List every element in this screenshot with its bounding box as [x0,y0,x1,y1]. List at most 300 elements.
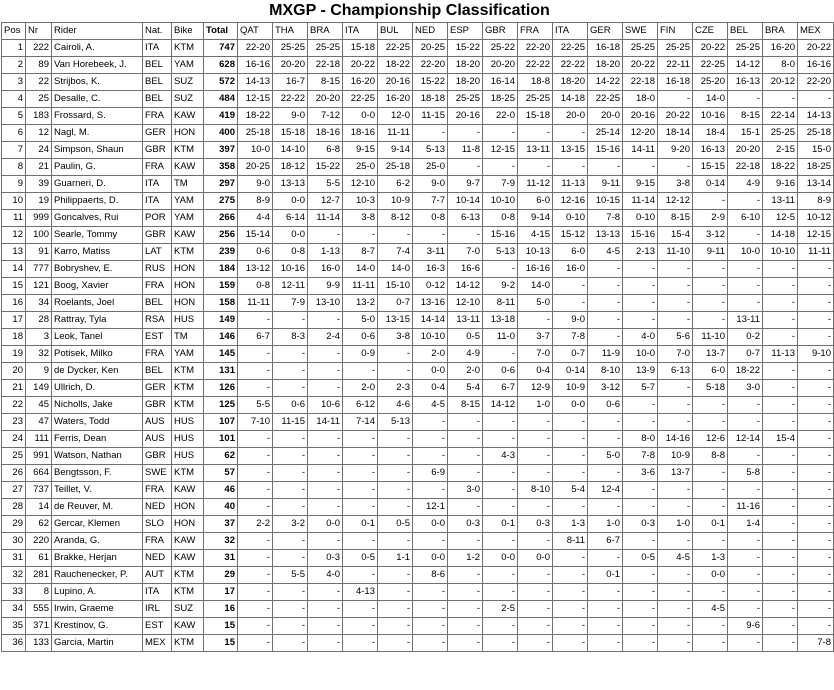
race-result-cell: 1-4 [728,516,763,533]
race-result-cell: - [448,465,483,482]
race-result-cell: 16-16 [798,57,834,74]
race-result-cell: 2-15 [763,142,798,159]
nr-cell: 19 [26,193,52,210]
race-result-cell: 16-18 [588,40,623,57]
table-row [2,210,834,227]
race-result-cell: 7-8 [623,448,658,465]
race-result-cell: - [378,227,413,244]
nat-cell: EST [143,329,172,346]
nr-cell: 183 [26,108,52,125]
race-result-cell: - [308,312,343,329]
race-result-cell: 16-6 [448,261,483,278]
race-result-cell: 5-4 [448,380,483,397]
bike-cell: YAM [172,193,204,210]
table-row [2,278,834,295]
race-result-cell: 20-22 [343,57,378,74]
race-result-cell: - [588,312,623,329]
race-result-cell: 22-18 [728,159,763,176]
race-result-cell: - [553,159,588,176]
race-result-cell: 0-1 [693,516,728,533]
race-result-cell: 7-12 [308,108,343,125]
total-cell: 184 [204,261,238,278]
nat-cell: RUS [143,261,172,278]
race-result-cell: 18-20 [553,74,588,91]
race-result-cell: 16-16 [518,261,553,278]
race-result-cell: 5-0 [588,448,623,465]
race-result-cell: 11-8 [448,142,483,159]
table-row [2,329,834,346]
total-cell: 419 [204,108,238,125]
column-header: CZE [693,23,728,40]
total-cell: 397 [204,142,238,159]
pos-cell: 31 [2,550,26,567]
race-result-cell: 20-20 [273,57,308,74]
race-result-cell: 25-25 [728,40,763,57]
race-result-cell: - [798,295,834,312]
race-result-cell: - [763,584,798,601]
race-result-cell: 5-13 [483,244,518,261]
race-result-cell: 0-2 [728,329,763,346]
race-result-cell: - [728,397,763,414]
race-result-cell: 22-11 [658,57,693,74]
total-cell: 256 [204,227,238,244]
rider-cell: Van Horebeek, J. [52,57,143,74]
bike-cell: SUZ [172,601,204,618]
race-result-cell: 18-12 [273,159,308,176]
race-result-cell: - [728,550,763,567]
race-result-cell: 14-14 [413,312,448,329]
race-result-cell: - [273,584,308,601]
race-result-cell: - [763,550,798,567]
race-result-cell: - [518,635,553,652]
race-result-cell: 8-10 [518,482,553,499]
column-header: Total [204,23,238,40]
race-result-cell: 6-2 [378,176,413,193]
race-result-cell: 0-9 [343,346,378,363]
race-result-cell: 11-11 [798,244,834,261]
column-header: ITA [343,23,378,40]
race-result-cell: 22-0 [483,108,518,125]
race-result-cell: - [798,567,834,584]
race-result-cell: - [798,550,834,567]
race-result-cell: 25-0 [343,159,378,176]
race-result-cell: - [413,584,448,601]
race-result-cell: 5-5 [308,176,343,193]
race-result-cell: - [658,584,693,601]
race-result-cell: - [658,380,693,397]
race-result-cell: 14-13 [798,108,834,125]
race-result-cell: 7-7 [413,193,448,210]
race-result-cell: - [658,278,693,295]
bike-cell: KTM [172,465,204,482]
race-result-cell: 12-10 [448,295,483,312]
race-result-cell: 14-12 [448,278,483,295]
race-result-cell: - [728,261,763,278]
column-header: BRA [308,23,343,40]
race-result-cell: - [378,448,413,465]
race-result-cell: 13-16 [413,295,448,312]
race-result-cell: - [798,312,834,329]
race-result-cell: - [658,397,693,414]
pos-cell: 36 [2,635,26,652]
race-result-cell: 0-3 [623,516,658,533]
race-result-cell: - [588,584,623,601]
total-cell: 125 [204,397,238,414]
rider-cell: Paulin, G. [52,159,143,176]
bike-cell: KTM [172,40,204,57]
race-result-cell: - [798,363,834,380]
race-result-cell: - [343,635,378,652]
race-result-cell: - [343,482,378,499]
total-cell: 131 [204,363,238,380]
nat-cell: IRL [143,601,172,618]
race-result-cell: 0-0 [308,516,343,533]
race-result-cell: - [693,482,728,499]
race-result-cell: - [238,533,273,550]
race-result-cell: - [413,618,448,635]
race-result-cell: 11-15 [273,414,308,431]
pos-cell: 21 [2,380,26,397]
race-result-cell: 13-2 [343,295,378,312]
race-result-cell: 0-8 [483,210,518,227]
nr-cell: 3 [26,329,52,346]
race-result-cell: 16-0 [308,261,343,278]
nat-cell: MEX [143,635,172,652]
nr-cell: 91 [26,244,52,261]
race-result-cell: 16-7 [273,74,308,91]
race-result-cell: 8-0 [763,57,798,74]
total-cell: 107 [204,414,238,431]
race-result-cell: - [413,601,448,618]
bike-cell: KTM [172,142,204,159]
race-result-cell: - [763,533,798,550]
race-result-cell: 25-25 [763,125,798,142]
race-result-cell: 25-25 [308,40,343,57]
race-result-cell: 22-20 [238,40,273,57]
race-result-cell: - [588,261,623,278]
race-result-cell: - [728,278,763,295]
pos-cell: 4 [2,91,26,108]
race-result-cell: - [343,448,378,465]
race-result-cell: 8-7 [343,244,378,261]
race-result-cell: 13-11 [763,193,798,210]
race-result-cell: - [273,618,308,635]
rider-cell: Waters, Todd [52,414,143,431]
race-result-cell: 0-5 [623,550,658,567]
race-result-cell: 22-22 [518,57,553,74]
pos-cell: 8 [2,159,26,176]
race-result-cell: 12-6 [693,431,728,448]
table-row [2,414,834,431]
race-result-cell: - [273,482,308,499]
race-result-cell: 13-14 [798,176,834,193]
race-result-cell: 0-5 [378,516,413,533]
bike-cell: HON [172,499,204,516]
race-result-cell: 18-22 [238,108,273,125]
nat-cell: AUS [143,431,172,448]
race-result-cell: - [693,295,728,312]
race-result-cell: 20-0 [588,108,623,125]
race-result-cell: - [553,125,588,142]
race-result-cell: - [273,465,308,482]
race-result-cell: - [518,533,553,550]
race-result-cell: 10-6 [308,397,343,414]
pos-cell: 12 [2,227,26,244]
race-result-cell: - [693,533,728,550]
race-result-cell: - [238,567,273,584]
race-result-cell: - [623,159,658,176]
rider-cell: Nagl, M. [52,125,143,142]
race-result-cell: 0-0 [693,567,728,584]
race-result-cell: 18-25 [483,91,518,108]
race-result-cell: 14-13 [238,74,273,91]
race-result-cell: 10-9 [553,380,588,397]
race-result-cell: - [518,312,553,329]
nat-cell: FRA [143,346,172,363]
total-cell: 32 [204,533,238,550]
race-result-cell: 15-18 [343,40,378,57]
race-result-cell: 20-20 [728,142,763,159]
rider-cell: Nicholls, Jake [52,397,143,414]
race-result-cell: 4-6 [378,397,413,414]
bike-cell: HUS [172,312,204,329]
race-result-cell: 11-11 [343,278,378,295]
race-result-cell: - [343,533,378,550]
table-row [2,482,834,499]
race-result-cell: 20-16 [448,108,483,125]
nr-cell: 12 [26,125,52,142]
race-result-cell: - [553,550,588,567]
nr-cell: 737 [26,482,52,499]
column-header: MEX [798,23,834,40]
pos-cell: 19 [2,346,26,363]
race-result-cell: - [448,414,483,431]
table-row [2,499,834,516]
nr-cell: 133 [26,635,52,652]
race-result-cell: - [658,159,693,176]
pos-cell: 9 [2,176,26,193]
race-result-cell: - [343,363,378,380]
race-result-cell: - [553,567,588,584]
rider-cell: Guarneri, D. [52,176,143,193]
race-result-cell: 13-9 [623,363,658,380]
race-result-cell: - [273,550,308,567]
race-result-cell: 22-22 [273,91,308,108]
race-result-cell: 10-9 [378,193,413,210]
column-header: Nat. [143,23,172,40]
pos-cell: 24 [2,431,26,448]
race-result-cell: 25-18 [238,125,273,142]
bike-cell: KTM [172,380,204,397]
nr-cell: 25 [26,91,52,108]
race-result-cell: - [763,618,798,635]
nr-cell: 149 [26,380,52,397]
race-result-cell: 22-20 [518,40,553,57]
race-result-cell: 3-2 [273,516,308,533]
race-result-cell: 15-16 [588,142,623,159]
bike-cell: TM [172,176,204,193]
column-header: GER [588,23,623,40]
race-result-cell: 25-25 [658,40,693,57]
race-result-cell: 15-15 [693,159,728,176]
race-result-cell: - [553,618,588,635]
bike-cell: HUS [172,448,204,465]
race-result-cell: 8-15 [728,108,763,125]
race-result-cell: 18-14 [658,125,693,142]
race-result-cell: 3-8 [343,210,378,227]
race-result-cell: - [343,567,378,584]
race-result-cell: 15-18 [273,125,308,142]
race-result-cell: 3-8 [378,329,413,346]
race-result-cell: 8-11 [483,295,518,312]
race-result-cell: - [763,329,798,346]
race-result-cell: - [448,567,483,584]
race-result-cell: 22-25 [378,40,413,57]
race-result-cell: 8-9 [798,193,834,210]
race-result-cell: 11-10 [693,329,728,346]
race-result-cell: - [763,499,798,516]
nr-cell: 777 [26,261,52,278]
race-result-cell: - [308,227,343,244]
total-cell: 358 [204,159,238,176]
race-result-cell: 14-0 [343,261,378,278]
race-result-cell: 0-6 [273,397,308,414]
race-result-cell: - [728,533,763,550]
race-result-cell: 16-18 [658,74,693,91]
race-result-cell: 20-12 [763,74,798,91]
race-result-cell: 7-8 [798,635,834,652]
race-result-cell: - [273,363,308,380]
race-result-cell: - [763,363,798,380]
race-result-cell: 16-20 [378,91,413,108]
race-result-cell: 10-0 [238,142,273,159]
race-result-cell: - [238,363,273,380]
race-result-cell: 0-0 [518,550,553,567]
table-row [2,91,834,108]
race-result-cell: - [798,482,834,499]
race-result-cell: 15-14 [238,227,273,244]
race-result-cell: - [763,448,798,465]
race-result-cell: 25-25 [518,91,553,108]
race-result-cell: 22-25 [588,91,623,108]
rider-cell: Garcia, Martin [52,635,143,652]
pos-cell: 10 [2,193,26,210]
race-result-cell: 4-3 [483,448,518,465]
rider-cell: Irwin, Graeme [52,601,143,618]
race-result-cell: 14-22 [588,74,623,91]
column-header: ITA [553,23,588,40]
race-result-cell: - [238,380,273,397]
race-result-cell: 11-15 [413,108,448,125]
race-result-cell: 0-7 [378,295,413,312]
pos-cell: 33 [2,584,26,601]
column-header: FIN [658,23,693,40]
race-result-cell: 0-0 [413,550,448,567]
race-result-cell: - [413,227,448,244]
race-result-cell: - [518,431,553,448]
column-header: GBR [483,23,518,40]
race-result-cell: 12-5 [763,210,798,227]
race-result-cell: - [378,346,413,363]
race-result-cell: 12-4 [588,482,623,499]
pos-cell: 22 [2,397,26,414]
race-result-cell: - [238,550,273,567]
nr-cell: 22 [26,74,52,91]
race-result-cell: 0-0 [343,108,378,125]
race-result-cell: - [518,159,553,176]
pos-cell: 17 [2,312,26,329]
total-cell: 40 [204,499,238,516]
race-result-cell: 15-4 [763,431,798,448]
race-result-cell: - [728,567,763,584]
race-result-cell: - [763,278,798,295]
race-result-cell: 4-4 [238,210,273,227]
total-cell: 266 [204,210,238,227]
bike-cell: KAW [172,550,204,567]
race-result-cell: - [623,261,658,278]
rider-cell: Teillet, V. [52,482,143,499]
race-result-cell: 0-7 [728,346,763,363]
column-header: SWE [623,23,658,40]
table-row [2,584,834,601]
race-result-cell: 25-25 [623,40,658,57]
race-result-cell: 15-4 [658,227,693,244]
pos-cell: 26 [2,465,26,482]
race-result-cell: - [588,431,623,448]
race-result-cell: 20-25 [238,159,273,176]
race-result-cell: 11-13 [763,346,798,363]
nr-cell: 62 [26,516,52,533]
race-result-cell: 11-12 [518,176,553,193]
race-result-cell: - [483,533,518,550]
table-row [2,74,834,91]
race-result-cell: - [413,533,448,550]
race-result-cell: 10-13 [518,244,553,261]
race-result-cell: - [518,601,553,618]
race-result-cell: 18-25 [798,159,834,176]
nat-cell: FRA [143,108,172,125]
race-result-cell: 12-9 [518,380,553,397]
race-result-cell: - [413,482,448,499]
nat-cell: BEL [143,91,172,108]
total-cell: 17 [204,584,238,601]
race-result-cell: - [798,465,834,482]
pos-cell: 1 [2,40,26,57]
race-result-cell: 0-8 [413,210,448,227]
table-row [2,448,834,465]
race-result-cell: - [518,125,553,142]
race-result-cell: 16-20 [763,40,798,57]
race-result-cell: - [693,278,728,295]
pos-cell: 6 [2,125,26,142]
bike-cell: SUZ [172,91,204,108]
race-result-cell: - [553,278,588,295]
rider-cell: Ullrich, D. [52,380,143,397]
race-result-cell: - [588,635,623,652]
race-result-cell: 6-0 [518,193,553,210]
race-result-cell: 8-10 [588,363,623,380]
pos-cell: 15 [2,278,26,295]
race-result-cell: 1-0 [658,516,693,533]
race-result-cell: - [238,448,273,465]
total-cell: 149 [204,312,238,329]
race-result-cell: 0-6 [343,329,378,346]
race-result-cell: 12-15 [483,142,518,159]
race-result-cell: 0-10 [623,210,658,227]
bike-cell: YAM [172,210,204,227]
race-result-cell: 2-0 [448,363,483,380]
race-result-cell: - [588,329,623,346]
